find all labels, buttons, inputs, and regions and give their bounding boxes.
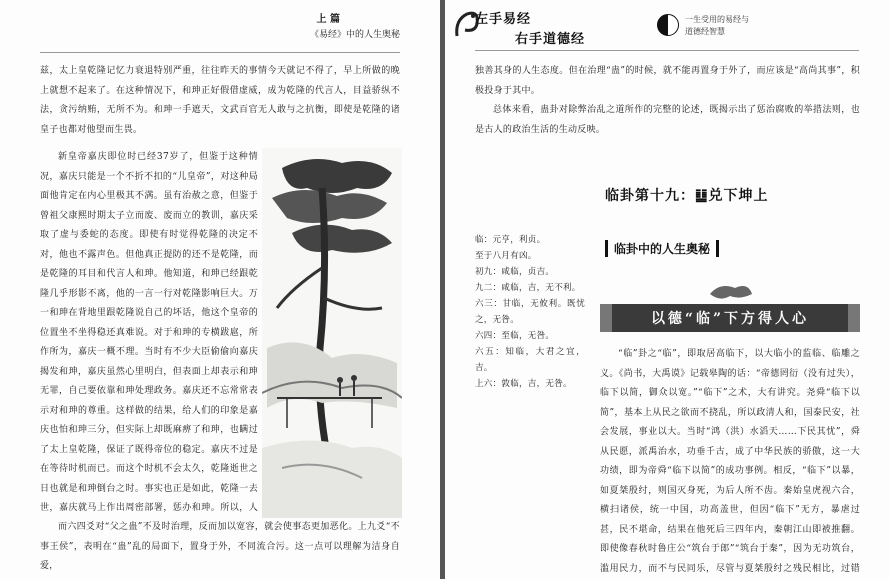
section-banner [600,280,860,336]
right-page-header [445,0,889,52]
paragraph: 新皇帝嘉庆即位时已经37岁了，但鉴于这种情况，嘉庆只能是一个不折不扣的“儿皇帝”，对这种局面他肯定在内心里极其不满。虽有治赦之意，但鉴于曾祖父康熙时期太子立而废、废而立的教训，嘉庆采取了虚与委蛇的态度。即使有时觉得乾隆的决定不对，他也不露声色。但他真正提防的还不是乾隆，而是乾隆的耳目和代言人和珅。他知道，和珅已经跟乾隆几乎形影不离，他的一言一行对乾隆影响巨大。万一和珅在背地里跟乾隆说自己的坏话，他这个皇帝的位置坐不坐得稳还真难说。对于和珅的专横跋扈，所作所为，嘉庆一概不理。当时有不少大臣偷偷向嘉庆揭发和珅，嘉庆虽然心里明白，但表面上却表示和珅无罪，自己要依靠和珅处理政务。嘉庆还不忘常常表示对和珅的尊重。这样做的结果，给人们的印象是嘉庆也怕和珅三分，但实际上却既麻痹了和珅，也瞒过了太上皇乾隆，保证了既得帝位的稳定。嘉庆不过是在等待时机而已。而这个时机不会太久，乾隆逝世之日也就是和珅倒台之时。事实也正是如此，乾隆一去世，嘉庆就马上作出周密部署，惩办和珅。所以，人 [40,152,258,513]
yin-yang-icon [657,14,679,36]
paragraph: “临”卦之“临”，即取居高临下，以大临小的监临、临雕之义。《尚书，大禹谟》记载皋陶的话：“帝德罔衍（没有过失），临下以简，御众以宽。”“临下”之术，大有讲究。尧舜“临下以简”，基本上从民之欲而不挠乱，所以政清人和，国泰民安，社会发展，事业以大。当时“鸿（洪）水滔天……下民其忧”，舜从民愿，派禹治水，功垂千古，成了中华民族的骄傲，这一大功绩，即为帝舜“临下以简”的成功事例。相反，“临下”以暴，如夏桀殷纣，则国灭身死，为后人所不齿。秦始皇虎视六合，横扫诸侯，统一中国，功高盖世，但因“临下”无方，暴虐过甚，民不堪命，结果在他死后三四年内，秦朝江山即被推翻。即使像春秋时鲁庄公“筑台于郎”“筑台于秦”，因为无功筑台，滥用民力，而不与民同乐，尽管与夏桀殷纣之残民相比，过错 [600,349,860,574]
hexagram-line: 临：元亨，利贞。 [475,235,546,245]
header-title-top: 左手易经 [475,12,532,27]
header-divider [40,52,400,53]
section-label: 临卦中的人生奥秘 [605,240,719,257]
header-divider [475,50,859,51]
left-body-top [40,62,400,140]
hexagram-line: 上六：敦临，吉，无咎。 [475,379,572,389]
hexagram-text-column [475,232,585,392]
header-book-title: 《易经》中的人生奥秘 [309,30,400,40]
hexagram-line: 六三：甘临，无攸利。既忧之，无咎。 [475,299,585,325]
hexagram-line: 六四：至临，无咎。 [475,331,555,341]
left-body-bottom [40,518,400,578]
paragraph: 总体来看，蛊卦对除弊治乱之道所作的完整的论述，既揭示出了惩治腐败的举措法则，也是古人的政治生活的生动反映。 [475,105,860,135]
paragraph: 兹，太上皇乾隆记忆力衰退特别严重，往往昨天的事情今天就记不得了，早上所做的晚上就想不起来了。在这种情况下，和珅正好假借虚威，成为乾隆的代言人，目益骄纵不法，贪污纳贿，无所不为。和珅一手遮天，文武百官无人敢与之抗衡，即使是乾隆的诸皇子也都对他望而生畏。 [40,66,400,135]
right-body-main [600,345,860,575]
left-page [0,0,440,579]
right-page [445,0,889,579]
header-tagline: 一生受用的易经与 [685,15,749,24]
left-body-wrap [40,148,258,513]
paragraph: 独善其身的人生态度。但在治理“蛊”的时候，就不能再置身于外了，而应该是“高尚其事”，积极投身于其中。 [475,66,860,96]
landscape-painting [262,148,402,518]
hexagram-title: 临卦第十九：䷒兑下坤上 [605,188,769,204]
header-part-label: 上 篇 [316,14,340,25]
hexagram-line: 初九：咸临，贞吉。 [475,267,555,277]
hexagram-line: 九二：咸临，吉，无不利。 [475,283,581,293]
left-page-header [310,10,400,40]
banner-title: 以德“临”下方得人心 [650,311,810,327]
hexagram-line: 六五：知临，大君之宜，吉。 [475,347,585,373]
header-title-bottom: 右手道德经 [515,32,586,47]
paragraph: 而六四爻对“父之蛊”不及时治理，反而加以宽容，就会使事态更加恶化。上九爻“不事王侯”，表明在“蛊”乱的局面下，置身于外，不同流合污。这一点可以理解为洁身自爱， [40,522,400,571]
header-tagline: 道德经智慧 [685,27,725,36]
right-body-top [475,62,860,140]
hexagram-line: 至于八月有凶。 [475,251,537,261]
